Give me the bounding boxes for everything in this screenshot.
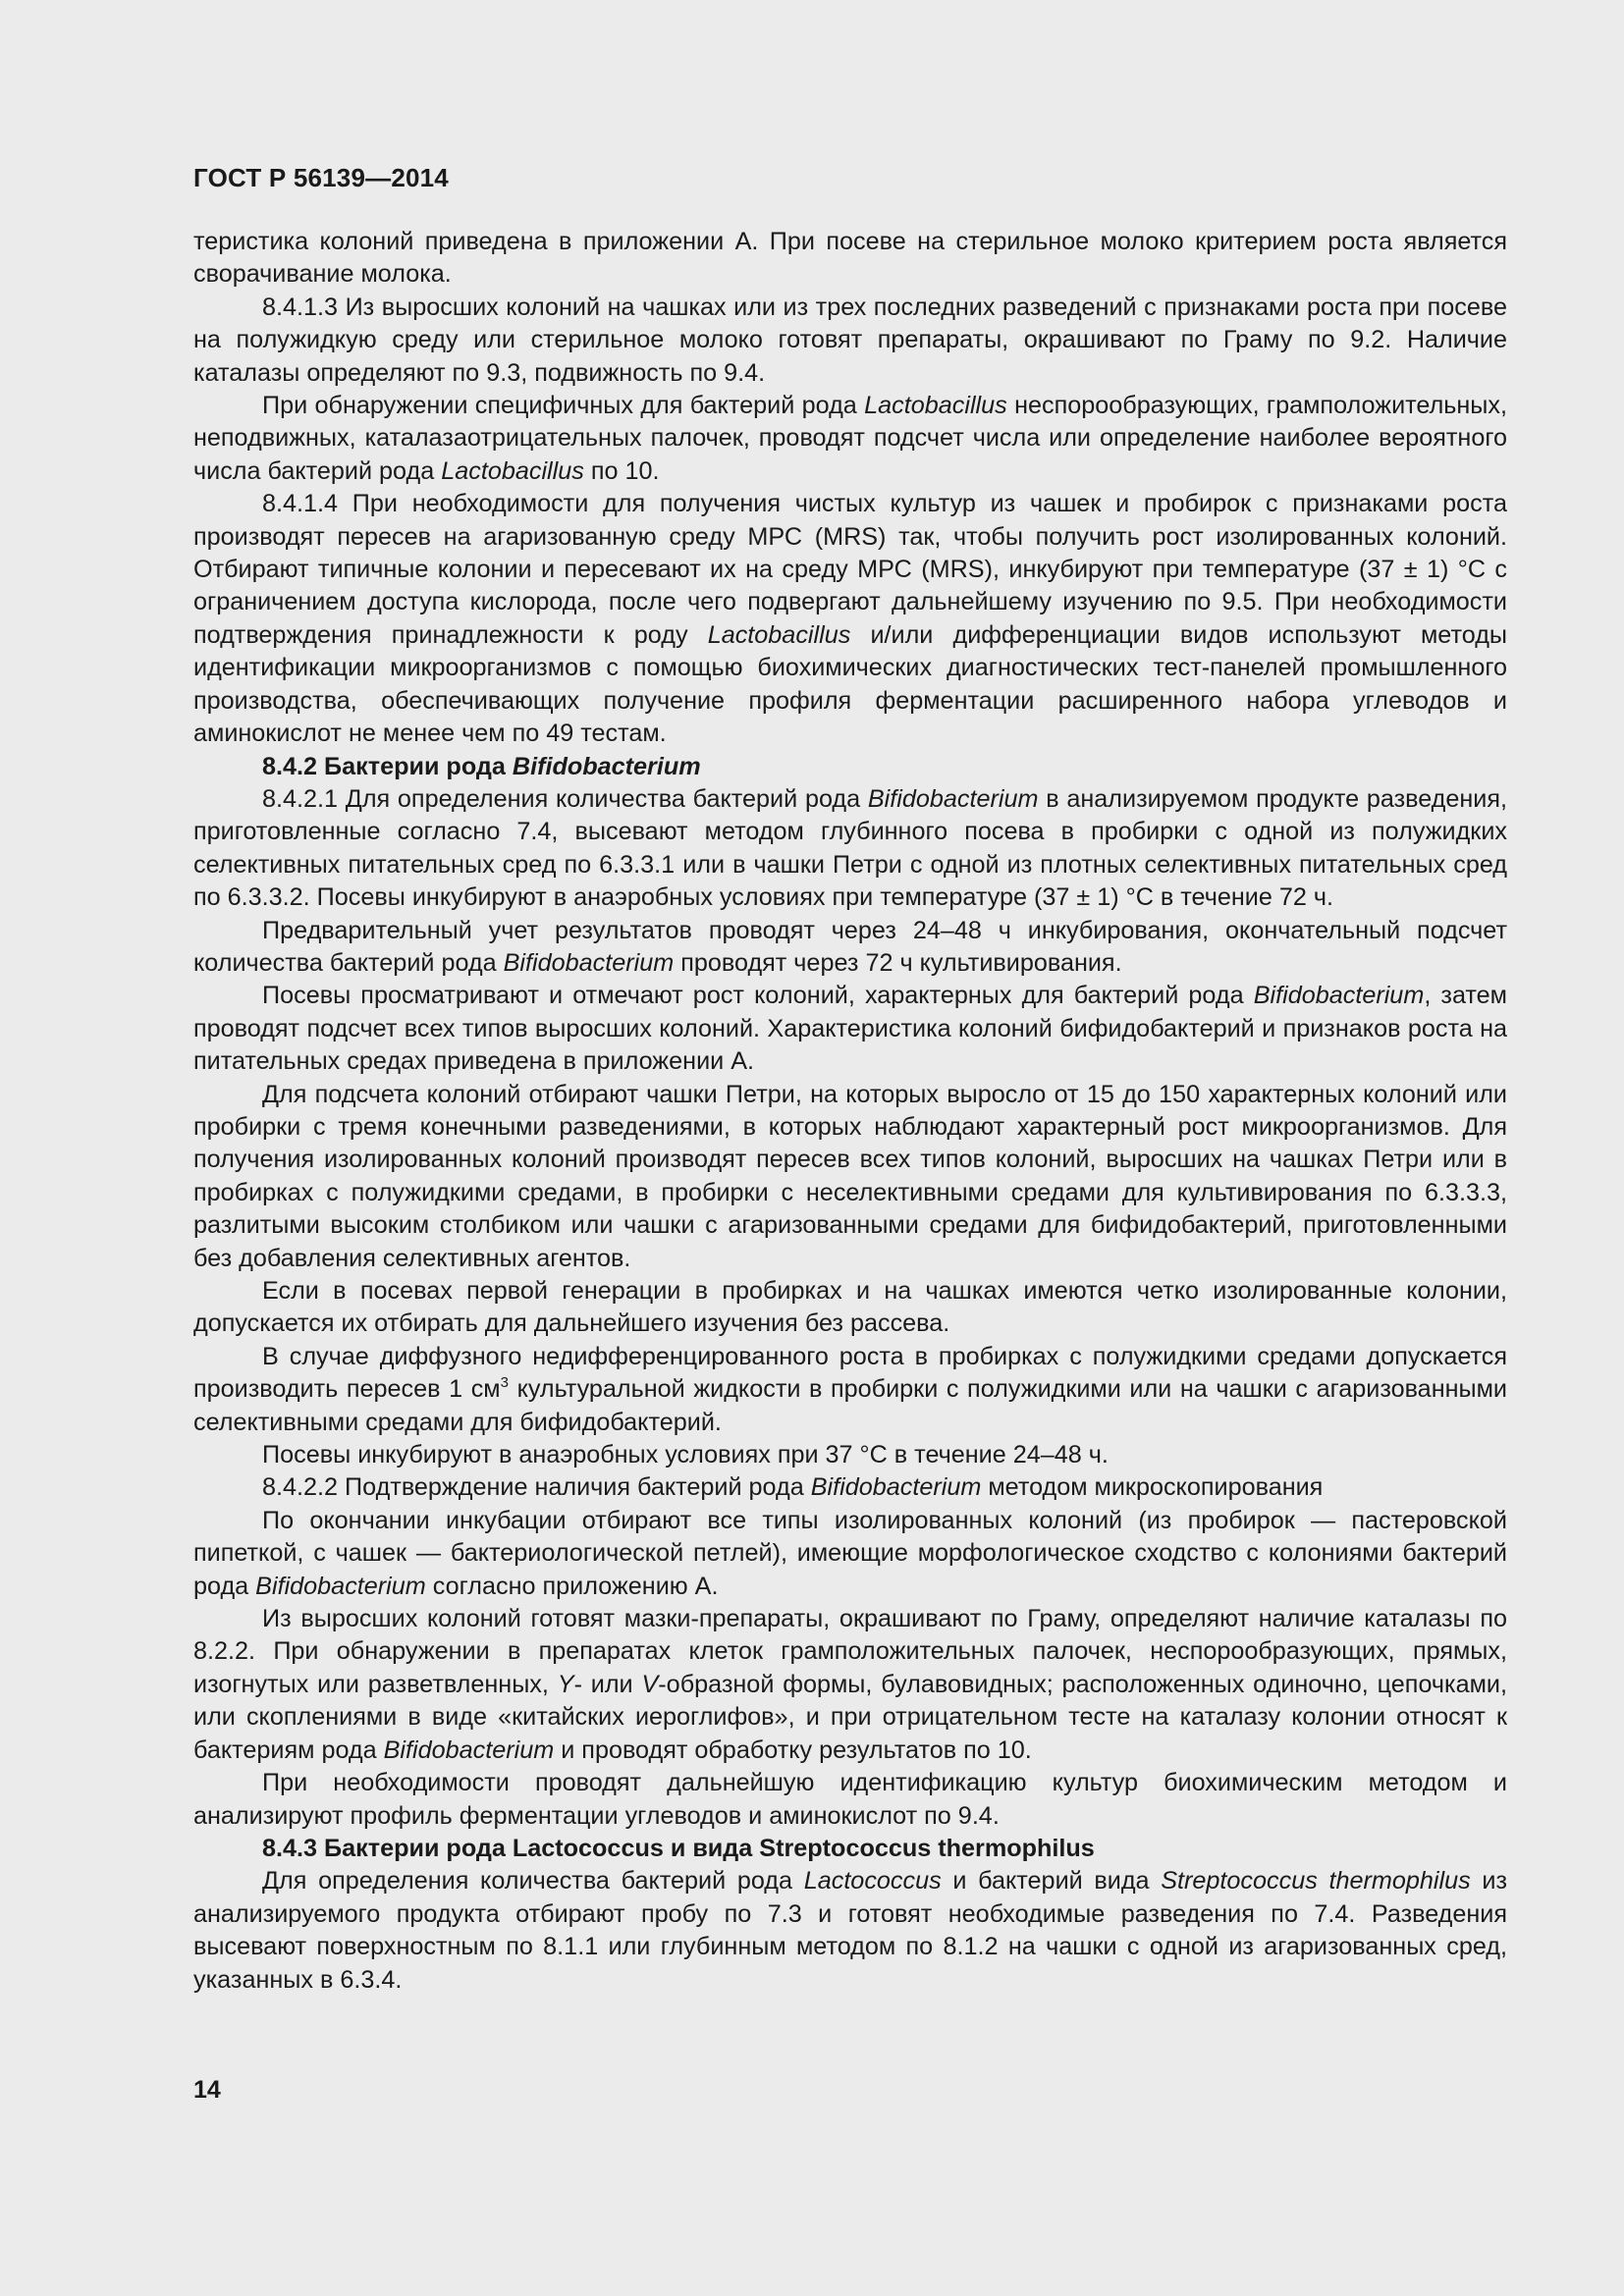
paragraph: При необходимости проводят дальнейшую идентификацию культур биохимическим методом и анализируют профиль ферментации углеводов и аминокислот по 9.4.	[193, 1769, 1507, 1830]
paragraph: Посевы просматривают и отмечают рост колоний, характерных для бактерий рода Bifidobacterium, затем проводят подсчет всех типов выросших колоний. Характеристика колоний бифидобактерий и признаков роста на питательных средах приведена в приложении А.	[193, 982, 1508, 1076]
paragraph: Если в посевах первой генерации в пробирках и на чашках имеются четко изолированные колонии, допускается их отбирать для дальнейшего изучения без рассева.	[193, 1277, 1507, 1338]
paragraph: Предварительный учет результатов проводят через 24–48 ч инкубирования, окончательный подсчет количества бактерий рода Bifidobacterium проводят через 72 ч культивирования.	[193, 916, 1507, 977]
page-number: 14	[193, 2076, 221, 2104]
paragraph: В случае диффузного недифференцированного роста в пробирках с полужидкими средами допускается производить пересев 1 $см^3$ культуральной жидкости в пробирки с полужидкими или на чашки с агаризованными селективными средами для бифидобактерий.	[193, 1342, 1508, 1436]
paragraph: 8.4.2.1 Для определения количества бактерий рода Bifidobacterium в анализируемом продукте разведения, приготовленные согласно 7.4, высевают методом глубинного посева в пробирки с одной из полужидких селективных питательных сред по 6.3.3.1 или в чашки Петри с одной из плотных селективных питательных сред по 6.3.3.2. Посевы инкубируют в анаэробных условиях при температуре (37 ± 1) °С в течение 72 ч.	[193, 784, 1507, 912]
paragraph: Из выросших колоний готовят мазки-препараты, окрашивают по Граму, определяют наличие каталазы по 8.2.2. При обнаружении в препаратах клеток грамположительных палочек, неспорообразующих, прямых, изогнутых или разветвленных, Y- или V-образной формы, булавовидных; расположенных одиночно, цепочками, или скоплениями в виде «китайских иероглифов», и при отрицательном тесте на каталазу колонии относят к бактериям рода Bifidobacterium и проводят обработку результатов по 10.	[193, 1605, 1507, 1764]
paragraph: При обнаружении специфичных для бактерий рода Lactobacillus неспорообразующих, грамположительных, неподвижных, каталазаотрицательных палочек, проводят подсчет числа или определение наиболее вероятного числа бактерий рода Lactobacillus по 10.	[193, 392, 1507, 485]
paragraph: 8.4.1.4 При необходимости для получения чистых культур из чашек и пробирок с признаками роста производят пересев на агаризованную среду МРС (MRS) так, чтобы получить рост изолированных колоний. Отбирают типичные колонии и пересевают их на среду МРС (MRS), инкубируют при температуре (37 ± 1) °С с ограничением доступа кислорода, после чего подвергают дальнейшему изучению по 9.5. При необходимости подтверждения принадлежности к роду Lactobacillus и/или дифференциации видов используют методы идентификации микроорганизмов с помощью биохимических диагностических тест-панелей промышленного производства, обеспечивающих получение профиля ферментации расширенного набора углеводов и аминокислот не менее чем по 49 тестам.	[193, 490, 1507, 748]
section-heading: 8.4.3 Бактерии рода Lactococcus и вида Streptococcus thermophilus	[262, 1834, 1095, 1862]
paragraph: Для определения количества бактерий рода Lactococcus и бактерий вида Streptococcus thermophilus из анализируемого продукта отбирают пробу по 7.3 и готовят необходимые разведения по 7.4. Разведения высевают поверхностным по 8.1.1 или глубинным методом по 8.1.2 на чашки с одной из агаризованных сред, указанных в 6.3.4.	[193, 1867, 1507, 1994]
section-heading: 8.4.2 Бактерии рода Bifidobacterium	[262, 752, 701, 780]
paragraph: Для подсчета колоний отбирают чашки Петри, на которых выросло от 15 до 150 характерных колоний или пробирки с тремя конечными разведениями, в которых наблюдают характерный рост микроорганизмов. Для получения изолированных колоний производят пересев всех типов колоний, выросших на чашках Петри или в пробирках с полужидкими средами, в пробирки с неселективными средами для культивирования по 6.3.3.3, разлитыми высоким столбиком или чашки с агаризованными средами для бифидобактерий, приготовленными без добавления селективных агентов.	[193, 1080, 1507, 1272]
paragraph: Посевы инкубируют в анаэробных условиях при 37 °С в течение 24–48 ч.	[262, 1441, 1109, 1469]
paragraph: 8.4.2.2 Подтверждение наличия бактерий рода Bifidobacterium методом микроскопирования	[262, 1473, 1324, 1502]
document-header-title: ГОСТ Р 56139—2014	[193, 163, 449, 192]
paragraph: теристика колоний приведена в приложении А. При посеве на стерильное молоко критерием роста является сворачивание молока.	[193, 228, 1507, 289]
document-body	[193, 226, 1507, 1997]
paragraph: По окончании инкубации отбирают все типы изолированных колоний (из пробирок — пастеровской пипеткой, с чашек — бактериологической петлей), имеющие морфологическое сходство с колониями бактерий рода Bifidobacterium согласно приложению А.	[193, 1506, 1507, 1600]
paragraph: 8.4.1.3 Из выросших колоний на чашках или из трех последних разведений с признаками роста при посеве на полужидкую среду или стерильное молоко готовят препараты, окрашивают по Граму по 9.2. Наличие каталазы определяют по 9.3, подвижность по 9.4.	[193, 293, 1507, 387]
